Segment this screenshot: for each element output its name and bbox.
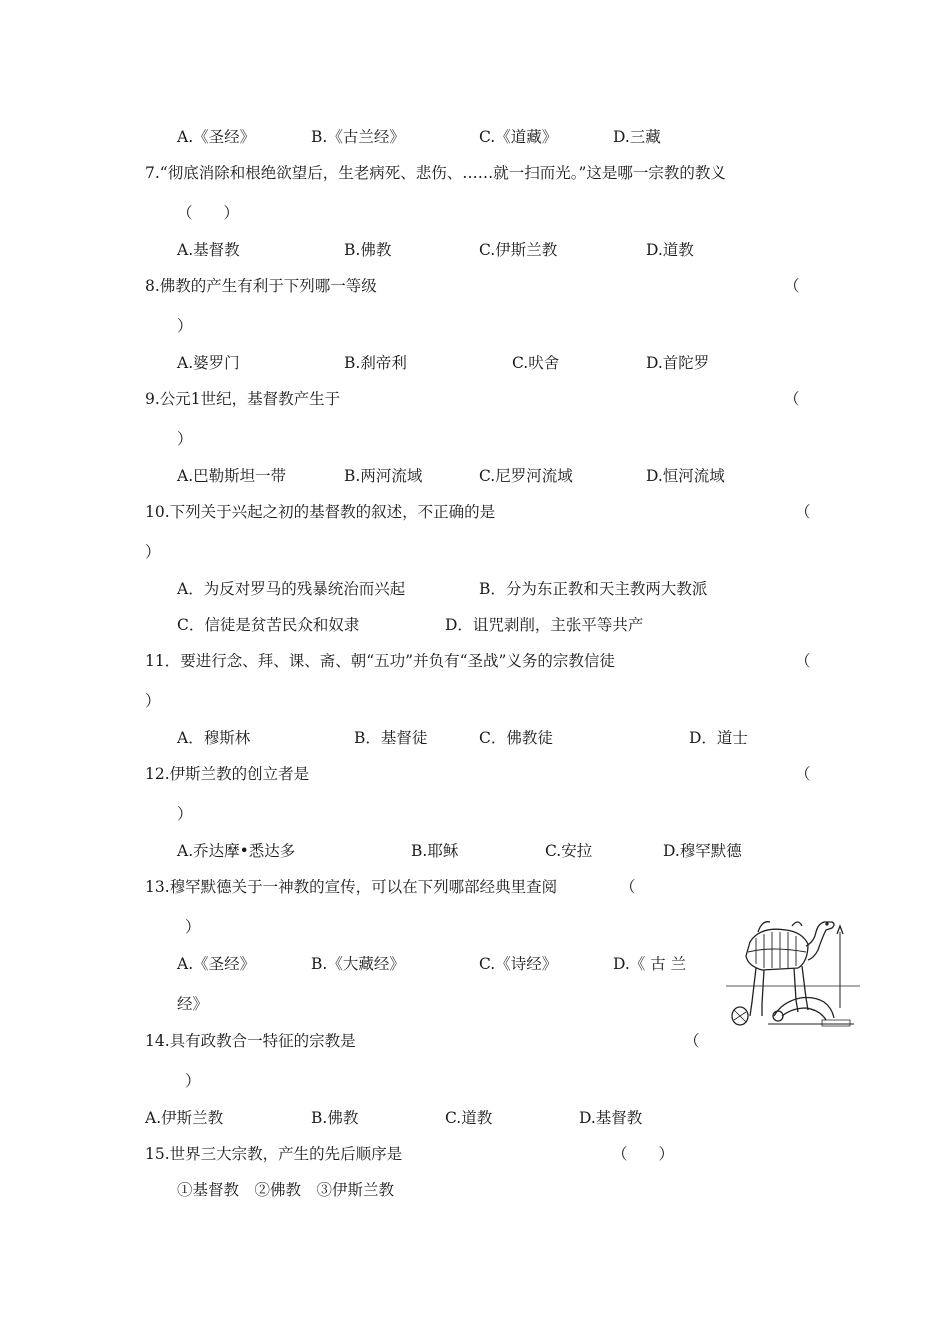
q9-stem: 9.公元1世纪，基督教产生于 [145, 390, 341, 408]
q12-option-d: D.穆罕默德 [663, 842, 742, 860]
q13-option-c: C.《诗经》 [479, 955, 558, 973]
q10-option-a: A．为反对罗马的残暴统治而兴起 [177, 580, 406, 598]
q7-answer-paren: （ ） [177, 204, 240, 222]
q9-paren-close: ） [177, 430, 193, 448]
q11-paren-close: ） [145, 692, 161, 710]
camel-icon [722, 912, 864, 1044]
q14-option-d: D.基督教 [579, 1109, 643, 1127]
q9-option-b: B.两河流域 [344, 467, 423, 485]
q12-option-c: C.安拉 [545, 842, 593, 860]
q9-option-a: A.巴勒斯坦一带 [177, 467, 287, 485]
q15-stem: 15.世界三大宗教，产生的先后顺序是 [145, 1145, 403, 1163]
q8-option-b: B.刹帝利 [344, 354, 407, 372]
q13-option-d-continued: 经》 [177, 995, 209, 1013]
q11-option-d: D．道士 [689, 729, 748, 747]
q12-option-b: B.耶稣 [411, 842, 459, 860]
q14-paren-close: ） [185, 1072, 201, 1090]
q10-stem: 10.下列关于兴起之初的基督教的叙述，不正确的是 [145, 503, 496, 521]
q7-option-b: B.佛教 [344, 241, 392, 259]
q14-option-c: C.道教 [445, 1109, 493, 1127]
q14-paren-open: （ [684, 1032, 700, 1050]
q14-option-b: B.佛教 [311, 1109, 359, 1127]
q15-items: ①基督教 ②佛教 ③伊斯兰教 [177, 1181, 395, 1199]
q6-option-d: D.三藏 [613, 128, 661, 146]
q7-option-d: D.道教 [646, 241, 694, 259]
camel-and-praying-man-illustration [722, 912, 864, 1044]
q8-option-d: D.首陀罗 [646, 354, 710, 372]
q7-option-a: A.基督教 [177, 241, 240, 259]
q10-option-c: C．信徒是贫苦民众和奴隶 [177, 616, 360, 634]
q12-option-a: A.乔达摩•悉达多 [177, 842, 296, 860]
q8-option-a: A.婆罗门 [177, 354, 240, 372]
q11-stem: 11．要进行念、拜、课、斋、朝“五功”并负有“圣战”义务的宗教信徒 [145, 652, 615, 670]
q10-paren-close: ） [145, 543, 161, 561]
q8-paren-close: ） [177, 317, 193, 335]
q6-option-c: C.《道藏》 [479, 128, 558, 146]
q15-answer-paren: （ ） [612, 1145, 675, 1163]
q11-option-c: C．佛教徒 [479, 729, 553, 747]
q8-stem: 8.佛教的产生有利于下列哪一等级 [145, 277, 377, 295]
q12-stem: 12.伊斯兰教的创立者是 [145, 765, 310, 783]
q7-option-c: C.伊斯兰教 [479, 241, 558, 259]
q9-option-c: C.尼罗河流域 [479, 467, 573, 485]
q13-paren-open: （ [620, 878, 636, 896]
q13-stem: 13.穆罕默德关于一神教的宣传，可以在下列哪部经典里查阅 [145, 878, 558, 896]
q8-option-c: C.吠舍 [512, 354, 560, 372]
q14-stem: 14.具有政教合一特征的宗教是 [145, 1032, 356, 1050]
q11-option-a: A．穆斯林 [177, 729, 251, 747]
q11-paren-open: （ [795, 652, 811, 670]
q14-option-a: A.伊斯兰教 [145, 1109, 224, 1127]
q13-paren-close: ） [185, 918, 201, 936]
q13-option-d: D.《 古 兰 [613, 955, 687, 973]
q13-option-b: B.《大藏经》 [311, 955, 405, 973]
q11-option-b: B．基督徒 [354, 729, 428, 747]
q9-paren-open: （ [784, 390, 800, 408]
q9-option-d: D.恒河流域 [646, 467, 725, 485]
q10-paren-open: （ [795, 503, 811, 521]
q6-option-a: A.《圣经》 [177, 128, 256, 146]
q6-option-b: B.《古兰经》 [311, 128, 405, 146]
q10-option-d: D．诅咒剥削，主张平等共产 [445, 616, 644, 634]
q12-paren-open: （ [795, 765, 811, 783]
q10-option-b: B．分为东正教和天主教两大教派 [479, 580, 708, 598]
q7-stem: 7.“彻底消除和根绝欲望后，生老病死、悲伤、……就一扫而光。”这是哪一宗教的教义 [145, 164, 726, 182]
q8-paren-open: （ [784, 277, 800, 295]
q13-option-a: A.《圣经》 [177, 955, 256, 973]
q12-paren-close: ） [177, 805, 193, 823]
